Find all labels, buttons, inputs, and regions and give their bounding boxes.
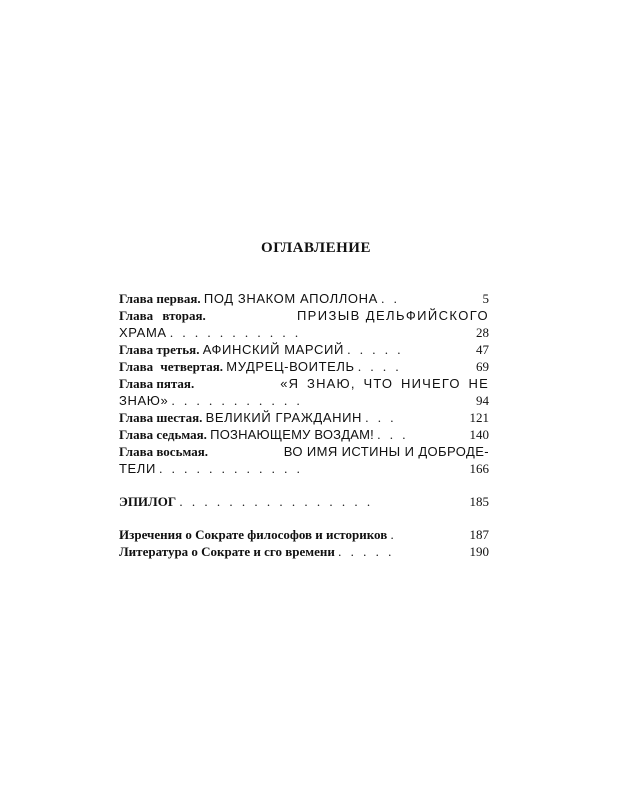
chapter-title: ПОД ЗНАКОМ АПОЛЛОНА — [203, 291, 378, 306]
toc-entry-chapter-8[interactable] — [119, 443, 489, 460]
chapter-title-continued: ХРАМА — [119, 325, 167, 340]
chapter-label: Глава третья. — [119, 342, 200, 357]
epilogue-label: ЭПИЛОГ — [119, 494, 177, 509]
toc-entry-chapter-6[interactable] — [119, 409, 489, 426]
toc-entry-chapter-5[interactable] — [119, 375, 489, 392]
leader-dots: . . . . . — [338, 544, 395, 559]
toc-entry-chapter-1[interactable] — [119, 290, 489, 307]
leader-dots: . . . — [365, 410, 397, 425]
toc-entry-sayings[interactable] — [119, 526, 489, 543]
toc-entry-chapter-2[interactable] — [119, 307, 489, 324]
chapter-title: МУДРЕЦ-ВОИТЕЛЬ — [226, 359, 355, 374]
toc-entry-chapter-5-continued[interactable] — [119, 392, 489, 409]
chapter-label: Глава восьмая. — [119, 444, 208, 459]
page-number: 187 — [469, 527, 489, 542]
toc-entry-chapter-4[interactable] — [119, 358, 489, 375]
page-number: 190 — [469, 544, 489, 559]
leader-dots: . . — [381, 291, 400, 306]
page-number: 121 — [469, 410, 489, 425]
chapter-title: ПРИЗЫВ ДЕЛЬФИЙСКОГО — [296, 308, 489, 323]
chapter-title: ВО ИМЯ ИСТИНЫ И ДОБРОДЕ- — [283, 444, 489, 459]
leader-dots: . — [390, 527, 397, 542]
page-number: 166 — [469, 461, 489, 476]
page-number: 140 — [469, 427, 489, 442]
page-number: 47 — [476, 342, 489, 357]
chapter-label: Глава седьмая. — [119, 427, 207, 442]
appendix-title: Изречения о Сократе философов и историков — [119, 527, 388, 542]
chapter-label: Глава шестая. — [119, 410, 203, 425]
chapter-title: ПОЗНАЮЩЕМУ ВОЗДАМ! — [210, 427, 374, 442]
page-number: 69 — [476, 359, 489, 374]
toc-entry-chapter-8-continued[interactable] — [119, 460, 489, 477]
page-number: 185 — [469, 494, 489, 509]
leader-dots: . . . . . . . . . . . . — [159, 461, 303, 476]
chapter-label: Глава вторая. — [119, 308, 206, 323]
page-number: 28 — [476, 325, 489, 340]
chapter-title: АФИНСКИЙ МАРСИЙ — [202, 342, 344, 357]
chapter-title: «Я ЗНАЮ, ЧТО НИЧЕГО НЕ — [280, 376, 489, 391]
leader-dots: . . . — [377, 427, 409, 442]
chapter-label: Глава четвертая. — [119, 359, 224, 374]
leader-dots: . . . . — [357, 359, 402, 374]
chapter-title-continued: ТЕЛИ — [119, 461, 156, 476]
page-number: 94 — [476, 393, 489, 408]
page-title: ОГЛАВЛЕНИЕ — [261, 240, 371, 256]
leader-dots: . . . . . — [347, 342, 404, 357]
leader-dots: . . . . . . . . . . . . . . . . — [179, 494, 374, 509]
chapter-label: Глава первая. — [119, 291, 201, 306]
toc-entry-chapter-7[interactable] — [119, 426, 489, 443]
leader-dots: . . . . . . . . . . . — [171, 393, 303, 408]
chapter-label: Глава пятая. — [119, 376, 195, 391]
toc-entry-chapter-2-continued[interactable] — [119, 324, 489, 341]
leader-dots: . . . . . . . . . . . — [169, 325, 302, 340]
toc-entry-epilogue[interactable] — [119, 493, 489, 510]
table-of-contents — [119, 290, 489, 560]
appendix-title: Литература о Сократе и сго времени — [119, 544, 335, 559]
chapter-title-continued: ЗНАЮ» — [119, 393, 169, 408]
toc-entry-chapter-3[interactable] — [119, 341, 489, 358]
page-number: 5 — [482, 291, 489, 306]
toc-entry-literature[interactable] — [119, 543, 489, 560]
chapter-title: ВЕЛИКИЙ ГРАЖДАНИН — [205, 410, 363, 425]
